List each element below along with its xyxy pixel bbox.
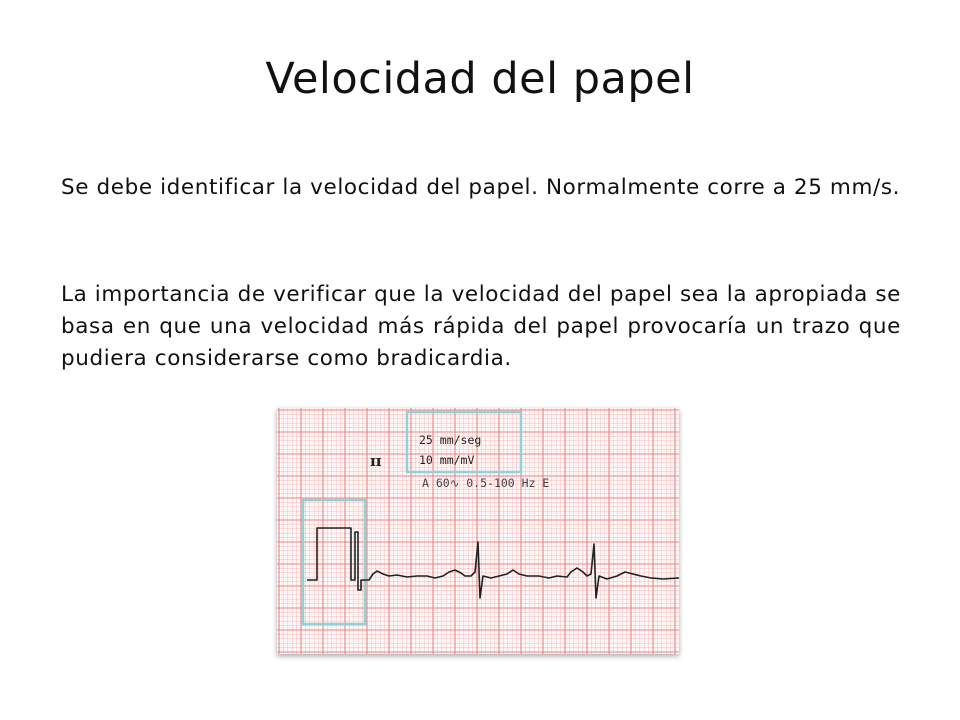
speed-label: 25 mm/seg	[419, 433, 482, 447]
paragraph-importance: La importancia de verificar que la velocidad del papel sea la apropiada se basa en que una velocidad más rápida del papel provocaría un trazo que pudiera considerarse como bradicardia.	[61, 282, 901, 371]
paragraph-paper-speed: Se debe identificar la velocidad del papel. Normalmente corre a 25 mm/s.	[61, 175, 901, 200]
lead-label: ɪɪ	[370, 452, 382, 470]
slide-title: Velocidad del papel	[265, 54, 695, 104]
ecg-strip-graphic	[277, 408, 679, 654]
gain-label: 10 mm/mV	[419, 453, 475, 467]
filter-label: A 60∿ 0.5-100 Hz E	[422, 476, 550, 490]
ecg-strip-image	[277, 408, 679, 654]
